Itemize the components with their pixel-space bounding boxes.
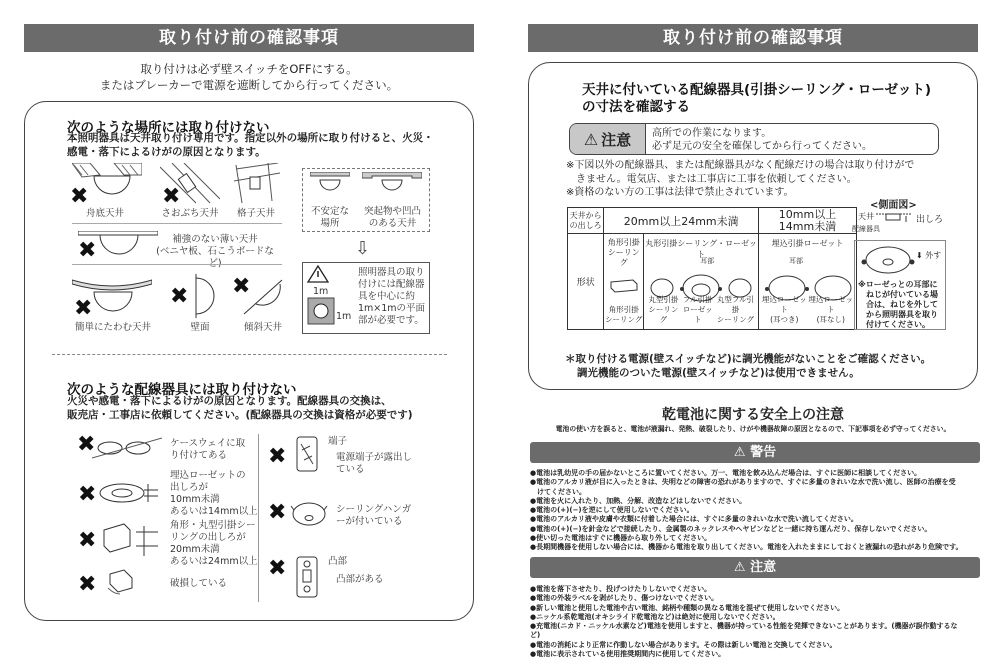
label-line: 埋込ローゼット (761, 295, 807, 314)
item-line: ケースウェイに取 (170, 438, 246, 449)
ceiling-hanger-text (336, 504, 436, 528)
item-label-full-rosette (681, 295, 715, 325)
caution-item: ど) (530, 631, 541, 640)
warning-label: 警告 (750, 445, 777, 460)
warning-item: ●電池のアルカリ液や皮膚や衣類に付着した場合には、すぐに多量のきれいな水で洗い流してください。 (530, 515, 858, 524)
embedded-rosette-illustration (98, 478, 160, 508)
caption-boat-ceiling: 舟底天井 (85, 208, 124, 219)
item-line: 埋込ローゼットの (170, 470, 246, 481)
left-banner-title: 取り付け前の確認事項 (24, 24, 474, 52)
item-label-round-ceiling (646, 295, 680, 325)
col-b-header (759, 208, 857, 234)
item-label-embedded-noear (808, 295, 854, 325)
caption-line: 場所 (320, 218, 340, 229)
square-ceiling-icon (609, 278, 639, 294)
label-line: 丸型フル引掛 (716, 295, 755, 314)
section1-desc (67, 131, 447, 159)
item-line: シーリングハンガ (336, 504, 412, 515)
note-line: ※ローゼっとの耳部に (858, 280, 938, 289)
section2-heading: 次のような配線器具には取り付けない (67, 382, 297, 398)
warning-bar (530, 442, 980, 463)
warning-item: ●電池の(+)(−)を逆にして使用しないでください。 (530, 506, 694, 515)
req-line: 付けには配線器 (358, 279, 425, 290)
warning-item: けてください。 (530, 487, 586, 496)
prohibited-icon: ✖ (78, 238, 97, 263)
caution-item: ●ニッケル系乾電池(オキシライド乾電池など)は絶対に使用しないでください。 (530, 612, 780, 621)
item-line: り付けてある (170, 450, 228, 461)
prohibited-icon: ✖ (70, 184, 89, 209)
down-arrow-icon: ⇩ (355, 238, 371, 259)
col-b-line: 14mm未満 (778, 219, 837, 233)
caution-line: 高所での作業になります。 (652, 128, 772, 139)
lattice-ceiling-illustration (232, 163, 282, 207)
embedded-rosette-cell (759, 234, 857, 330)
section-divider (52, 354, 447, 355)
section1-desc-line-2: 感電・落下によるけがの原因となります。 (67, 146, 266, 158)
caution-label: 注意 (750, 560, 777, 575)
warning-list (530, 469, 1000, 553)
label-line: 丸型引掛 (648, 295, 679, 304)
intro-line-1: 取り付けは必ず壁スイッチをOFFにする。 (140, 62, 358, 76)
prohibited-icon: ✖ (77, 432, 96, 457)
prohibited-icon: ✖ (232, 274, 251, 299)
divider (72, 223, 282, 224)
section2-desc-line-1: 火災や感電・落下によるけがの原因となります。配線器具の交換は、 (67, 395, 392, 407)
section1-heading: 次のような場所には取り付けない (67, 120, 270, 136)
dimmer-line: ＊取り付ける電源(壁スイッチなど)に調光機能がないことをご確認ください。 (565, 353, 932, 365)
label-line: 埋込ローゼット (808, 295, 854, 314)
prohibited-icon: ✖ (78, 482, 97, 507)
caution-item: ●電池に表示されている使用推奨期間内に使用してください。 (530, 650, 726, 659)
dimension-heading (582, 82, 962, 116)
caption-lattice-ceiling: 格子天井 (236, 208, 275, 219)
warning-triangle-icon: ⚠ (733, 445, 746, 460)
col-b-line: 10mm以上 (778, 207, 837, 221)
embedded-item-labels (761, 295, 854, 325)
label-line: シーリング (605, 315, 643, 324)
wall-illustration (192, 274, 222, 318)
caption-wall: 壁面 (190, 322, 210, 333)
warning-item: ●電池は乳幼児の手の届かないところに置いてください。万一、電池を飲み込んだ場合は、すぐに医師に相談してください。 (530, 469, 922, 477)
prohibited-icon: ✖ (162, 184, 181, 209)
label-line: (耳なし) (816, 315, 845, 324)
rosette-screw-illustration (858, 244, 918, 278)
label-line: (耳つき) (770, 315, 799, 324)
down-arrow-icon: ⬇ (916, 251, 923, 260)
prohibited-icon: ✖ (268, 500, 287, 525)
header-label-cell (568, 208, 604, 234)
item-line: あるいは14mm以上 (170, 506, 258, 517)
warning-triangle-icon: ⚠ (733, 560, 746, 575)
note-line: から照明器具を取り (866, 310, 938, 319)
caption-line: のある天井 (368, 218, 417, 229)
caption-line: 補強のない薄い天井 (172, 234, 258, 245)
header-label-line: 天井から (569, 210, 602, 220)
ear-label: 耳部 (789, 257, 804, 265)
caption-line: (ベニヤ板、石こうボードなど) (156, 246, 274, 269)
item-label-embedded-ear (761, 295, 807, 325)
caseway-text (170, 438, 260, 462)
label-line: フル引掛 (682, 295, 713, 304)
item-line: 角形・丸型引掛シー (170, 520, 256, 531)
caption-sloped-ceiling: 傾斜天井 (243, 322, 282, 333)
broken-text: 破損している (170, 578, 228, 589)
note-line: 付けてください。 (866, 320, 930, 329)
group-square-label (604, 238, 643, 268)
label-line: シーリング (716, 315, 755, 324)
caution-item: ●充電池(ニカド・ニッケル水素など)電池を使用しますと、機器が持っている性能を発揮できないことがあります。(機器が誤作動するな (530, 622, 958, 631)
side-view-title: <側面図> (870, 200, 917, 211)
item-line: あるいは24mm以上 (170, 556, 258, 567)
remove-text: 外す (925, 251, 942, 260)
caution-label: 注意 (601, 130, 632, 149)
note-line: 合は、ねじを外して (866, 300, 938, 309)
caseway-illustration (92, 436, 162, 460)
dimmer-line: 調光機能のついた電源(壁スイッチなど)は使用できません。 (577, 367, 860, 379)
item-line: ている (336, 464, 365, 475)
note-line: きません。電気店、または工事店に工事を依頼してください。 (566, 173, 857, 185)
label-line: ローゼット (682, 305, 713, 324)
req-line: 照明器具の取り (358, 267, 425, 278)
item-line: ーが付いている (336, 516, 403, 527)
side-view-diagram (876, 210, 912, 226)
broken-fixture-illustration (106, 568, 136, 596)
screw-note (858, 280, 946, 330)
caution-bar (530, 557, 980, 578)
item-line: 出しろが (170, 482, 209, 493)
prohibited-icon: ✖ (170, 284, 189, 309)
note-line: ねじが付いている場 (866, 290, 938, 299)
protrusion-callout: 凸部 (328, 556, 348, 567)
exposed-terminal-illustration (296, 436, 318, 472)
embedded-rosette-text (170, 470, 260, 518)
side-view-protrusion-label: 出しろ (916, 215, 944, 225)
caution-item: ●電池の消耗により正常に作動しない場合があります。その際は新しい電池と交換してください。 (530, 640, 837, 649)
remove-label (916, 250, 941, 261)
note-line: ※下図以外の配線器具、または配線器具がなく配線だけの場合は取り付けがで (566, 160, 915, 171)
round-item-labels (646, 295, 756, 325)
ceiling-hanger-illustration (288, 496, 330, 528)
caution-list (530, 585, 1000, 659)
heading-line: 天井に付いている配線器具(引掛シーリング・ローゼット) (582, 82, 932, 98)
caution-line: 必ず足元の安全を確保してから行ってください。 (652, 141, 872, 152)
warning-triangle-icon: ⚠ (583, 129, 599, 149)
dimmer-notes (565, 352, 931, 380)
item-label-round-full-ceiling (715, 295, 756, 325)
round-ceiling-cell (644, 234, 759, 330)
uneven-ceiling-illustration (362, 172, 422, 196)
ear-label: 耳部 (700, 257, 715, 265)
right-banner-title: 取り付け前の確認事項 (528, 24, 978, 52)
exposed-terminal-text (336, 452, 436, 476)
warning-item: ●電池のアルカリ液が目に入ったときは、失明などの障害の恐れがありますので、すぐに多量のきれいな水で洗い流し、医師の治療を受 (530, 478, 956, 487)
wiring-notes (566, 159, 966, 200)
item-line: 電源端子が露出し (336, 452, 413, 463)
caution-item: ●新しい電池と使用した電池や古い電池、銘柄や種類の異なる電池を混ぜて使用しないでください。 (530, 603, 845, 612)
square-ceiling-illustration (100, 522, 160, 558)
caption-uneven (355, 206, 430, 230)
note-line: ※資格のない方の工事は法律で禁止されています。 (566, 187, 794, 198)
battery-title: 乾電池に関する安全上の注意 (662, 407, 844, 423)
item-line: リングの出しろが (170, 532, 246, 543)
battery-subtitle: 電池の使い方を誤ると、電池が液漏れ、発熱、破裂したり、けがや機器故障の原因となるので、下記事項を必ず守ってください。 (555, 425, 951, 433)
section1-desc-line-1: 本照明器具は天井取り付け専用です。指定以外の場所に取り付けると、火災・ (67, 132, 434, 144)
square-ceiling-cell (604, 234, 644, 330)
prohibited-icon: ✖ (78, 528, 97, 553)
dimension-table (567, 207, 857, 330)
req-line: 部が必要です。 (358, 315, 424, 326)
item-line: 20mm未満 (170, 544, 220, 555)
requirement-text (358, 267, 428, 327)
protrusion-text: 凸部がある (336, 574, 384, 585)
group-round-label: 丸形引掛シーリング・ローゼット (645, 239, 757, 259)
caption-sagging-ceiling: 簡単にたわむ天井 (74, 322, 151, 333)
section2-desc-line-2: 販売店・工事店に依頼してください。(配線器具の交換は資格が必要です) (67, 409, 413, 421)
height-caution-box (569, 123, 939, 155)
warning-item: ●電池の(+)(−)を針金などで接続したり、金属製のネックレスやヘヤピンなどと一緒に持ち運んだり、保存しないでください。 (530, 524, 932, 533)
section2-desc (67, 394, 457, 422)
caption-line: 突起物や凹凸 (363, 206, 421, 217)
intro-line-2: またはブレーカーで電源を遮断してから行ってください。 (99, 78, 399, 92)
warning-item: ●電池を火に入れたり、加熱、分解、改造などはしないでください。 (530, 496, 747, 505)
caution-item: ●電池を落下させたり、投げつけたりしないでください。 (530, 585, 712, 593)
warning-item: ●長期間機器を使用しない場合には、機器から電池を取り出してください。電池を入れたままにしておくと液漏れの恐れがあり危険です。 (530, 543, 963, 552)
caption-line: 不安定な (310, 206, 349, 217)
item-line: 10mm未満 (170, 494, 220, 505)
unstable-place-illustration (310, 172, 350, 196)
req-line: 具を中心に約 (358, 291, 416, 302)
caption-unstable (305, 206, 355, 230)
prohibited-icon: ✖ (74, 296, 93, 321)
label-line: 角形引掛 (607, 238, 640, 247)
prohibited-icon: ✖ (268, 444, 287, 469)
heading-line: の寸法を確認する (582, 99, 690, 115)
label-line: シーリング (648, 305, 679, 324)
header-label-line: の出しろ (569, 220, 602, 230)
square-ceiling-text (170, 520, 260, 568)
label-line: 角形引掛 (608, 305, 639, 314)
divider (72, 264, 282, 265)
dim-label-side: 1m (336, 311, 352, 322)
row-label-shape: 形状 (568, 234, 604, 330)
caution-text (646, 124, 878, 154)
prohibited-icon: ✖ (268, 556, 287, 581)
caution-tag (570, 124, 646, 154)
warning-item: ●使い切った電池はすぐに機器から取り外してください。 (530, 534, 712, 543)
caption-rod-edge-ceiling: さおぶち天井 (161, 208, 219, 219)
column-separator (258, 434, 259, 602)
prohibited-icon: ✖ (78, 572, 97, 597)
col-a-header: 20mm以上24mm未満 (604, 208, 759, 234)
group-embedded-label: 埋込引掛ローゼット (771, 239, 844, 248)
side-view-fixture-label: 配線器具 (852, 225, 880, 233)
side-view-ceiling-label: 天井 (858, 212, 874, 221)
caution-item: ●電池の外装ラベルを剥がしたり、傷つけないでください。 (530, 594, 719, 603)
dim-label-top: 1m (313, 286, 329, 297)
req-line: 1m×1mの平面 (358, 303, 426, 314)
item-label-square (604, 305, 643, 325)
label-line: シーリング (607, 248, 640, 267)
protrusion-illustration (296, 556, 318, 598)
left-intro (24, 61, 474, 93)
terminal-callout: 端子 (328, 436, 348, 447)
